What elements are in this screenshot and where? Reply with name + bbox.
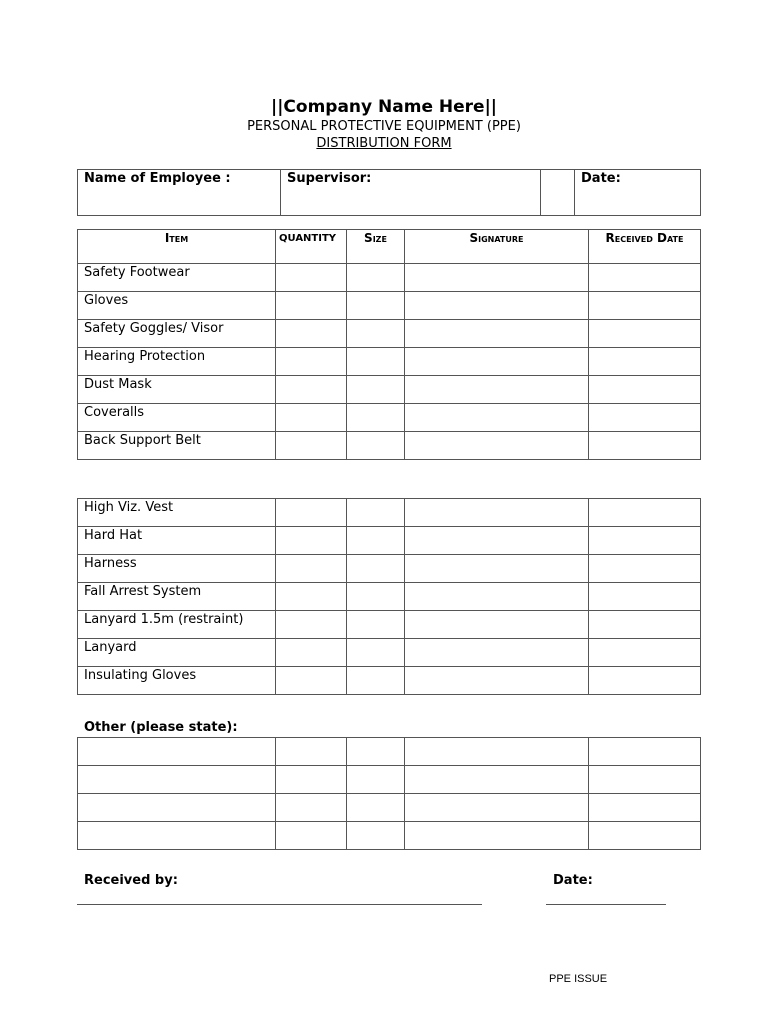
item-cell: Lanyard 1.5m (restraint) [78,611,276,639]
item-cell[interactable] [78,794,276,822]
signature-cell[interactable] [405,639,589,667]
size-cell[interactable] [347,527,405,555]
ppe-items-table [77,229,701,460]
signature-cell[interactable] [405,766,589,794]
quantity-cell[interactable] [276,738,347,766]
received-date-cell[interactable] [589,292,701,320]
table-row [78,499,701,527]
table-row [78,794,701,822]
quantity-cell[interactable] [276,292,347,320]
item-cell: High Viz. Vest [78,499,276,527]
size-cell[interactable] [347,432,405,460]
received-date-cell[interactable] [589,667,701,695]
employee-info-table [77,169,701,216]
quantity-cell[interactable] [276,667,347,695]
item-cell: Dust Mask [78,376,276,404]
other-items-table [77,737,701,850]
table-row [78,611,701,639]
column-header-signature: Signature [405,230,589,264]
employee-name-field[interactable] [78,170,281,216]
size-cell[interactable] [347,794,405,822]
footer-date-line[interactable] [546,904,666,905]
item-cell: Safety Goggles/ Visor [78,320,276,348]
size-cell[interactable] [347,555,405,583]
received-date-cell[interactable] [589,766,701,794]
supervisor-field[interactable] [281,170,541,216]
received-date-cell[interactable] [589,499,701,527]
size-cell[interactable] [347,611,405,639]
received-date-cell[interactable] [589,738,701,766]
quantity-cell[interactable] [276,320,347,348]
item-cell: Harness [78,555,276,583]
footer-note: PPE ISSUE [549,973,608,985]
table-row [78,292,701,320]
quantity-cell[interactable] [276,822,347,850]
size-cell[interactable] [347,264,405,292]
size-cell[interactable] [347,822,405,850]
size-cell[interactable] [347,348,405,376]
other-label: Other (please state): [84,720,238,735]
received-date-cell[interactable] [589,348,701,376]
item-cell[interactable] [78,738,276,766]
quantity-cell[interactable] [276,404,347,432]
quantity-cell[interactable] [276,555,347,583]
received-date-cell[interactable] [589,432,701,460]
form-subtitle: PERSONAL PROTECTIVE EQUIPMENT (PPE) [247,119,521,134]
quantity-cell[interactable] [276,348,347,376]
item-cell[interactable] [78,766,276,794]
table-row [78,583,701,611]
received-by-label: Received by: [84,873,178,888]
size-cell[interactable] [347,766,405,794]
supervisor-label: Supervisor: [287,171,372,186]
signature-cell[interactable] [405,667,589,695]
signature-cell[interactable] [405,555,589,583]
quantity-cell[interactable] [276,611,347,639]
item-cell: Gloves [78,292,276,320]
quantity-cell[interactable] [276,264,347,292]
signature-cell[interactable] [405,583,589,611]
signature-cell[interactable] [405,611,589,639]
item-cell: Back Support Belt [78,432,276,460]
received-date-cell[interactable] [589,376,701,404]
signature-cell[interactable] [405,527,589,555]
received-date-cell[interactable] [589,404,701,432]
employee-name-label: Name of Employee : [84,171,231,186]
table-row [78,404,701,432]
date-label: Date: [581,171,621,186]
item-cell: Hard Hat [78,527,276,555]
received-date-cell[interactable] [589,320,701,348]
item-cell: Fall Arrest System [78,583,276,611]
quantity-cell[interactable] [276,766,347,794]
size-cell[interactable] [347,738,405,766]
form-name-text: DISTRIBUTION FORM [316,136,452,151]
table-row [78,667,701,695]
column-header-item: Item [78,230,276,264]
received-by-signature-line[interactable] [77,904,482,905]
item-cell: Insulating Gloves [78,667,276,695]
form-name [0,136,768,152]
size-cell[interactable] [347,499,405,527]
column-header-size: Size [347,230,405,264]
received-date-cell[interactable] [589,555,701,583]
table-row [78,264,701,292]
quantity-cell[interactable] [276,583,347,611]
size-cell[interactable] [347,376,405,404]
table-row [78,766,701,794]
table-row [78,432,701,460]
table-row [78,555,701,583]
table-row [78,376,701,404]
table-row [78,822,701,850]
received-date-cell[interactable] [589,639,701,667]
item-cell: Safety Footwear [78,264,276,292]
size-cell[interactable] [347,292,405,320]
quantity-cell[interactable] [276,794,347,822]
quantity-cell[interactable] [276,432,347,460]
table-row [78,348,701,376]
received-date-cell[interactable] [589,794,701,822]
signature-cell[interactable] [405,348,589,376]
signature-cell[interactable] [405,292,589,320]
size-cell[interactable] [347,583,405,611]
ppe-items-table-2 [77,498,701,695]
item-cell: Hearing Protection [78,348,276,376]
footer-date-label: Date: [553,873,593,888]
signature-cell[interactable] [405,264,589,292]
column-header-received-date: Received Date [589,230,701,264]
company-name: ||Company Name Here|| [271,97,497,117]
column-header-quantity: QUANTITY [276,230,347,264]
item-cell[interactable] [78,822,276,850]
signature-cell[interactable] [405,404,589,432]
received-date-cell[interactable] [589,527,701,555]
size-cell[interactable] [347,320,405,348]
signature-cell[interactable] [405,432,589,460]
table-row [78,320,701,348]
table-row [78,738,701,766]
signature-cell[interactable] [405,499,589,527]
signature-cell[interactable] [405,794,589,822]
quantity-cell[interactable] [276,527,347,555]
date-field[interactable] [575,170,701,216]
quantity-cell[interactable] [276,376,347,404]
signature-cell[interactable] [405,320,589,348]
signature-cell[interactable] [405,822,589,850]
table-row [78,527,701,555]
size-cell[interactable] [347,667,405,695]
signature-cell[interactable] [405,376,589,404]
quantity-cell[interactable] [276,499,347,527]
quantity-cell[interactable] [276,639,347,667]
size-cell[interactable] [347,404,405,432]
signature-cell[interactable] [405,738,589,766]
table-row [78,639,701,667]
received-date-cell[interactable] [589,264,701,292]
received-date-cell[interactable] [589,583,701,611]
item-cell: Coveralls [78,404,276,432]
received-date-cell[interactable] [589,822,701,850]
received-date-cell[interactable] [589,611,701,639]
size-cell[interactable] [347,639,405,667]
blank-field[interactable] [541,170,575,216]
item-cell: Lanyard [78,639,276,667]
